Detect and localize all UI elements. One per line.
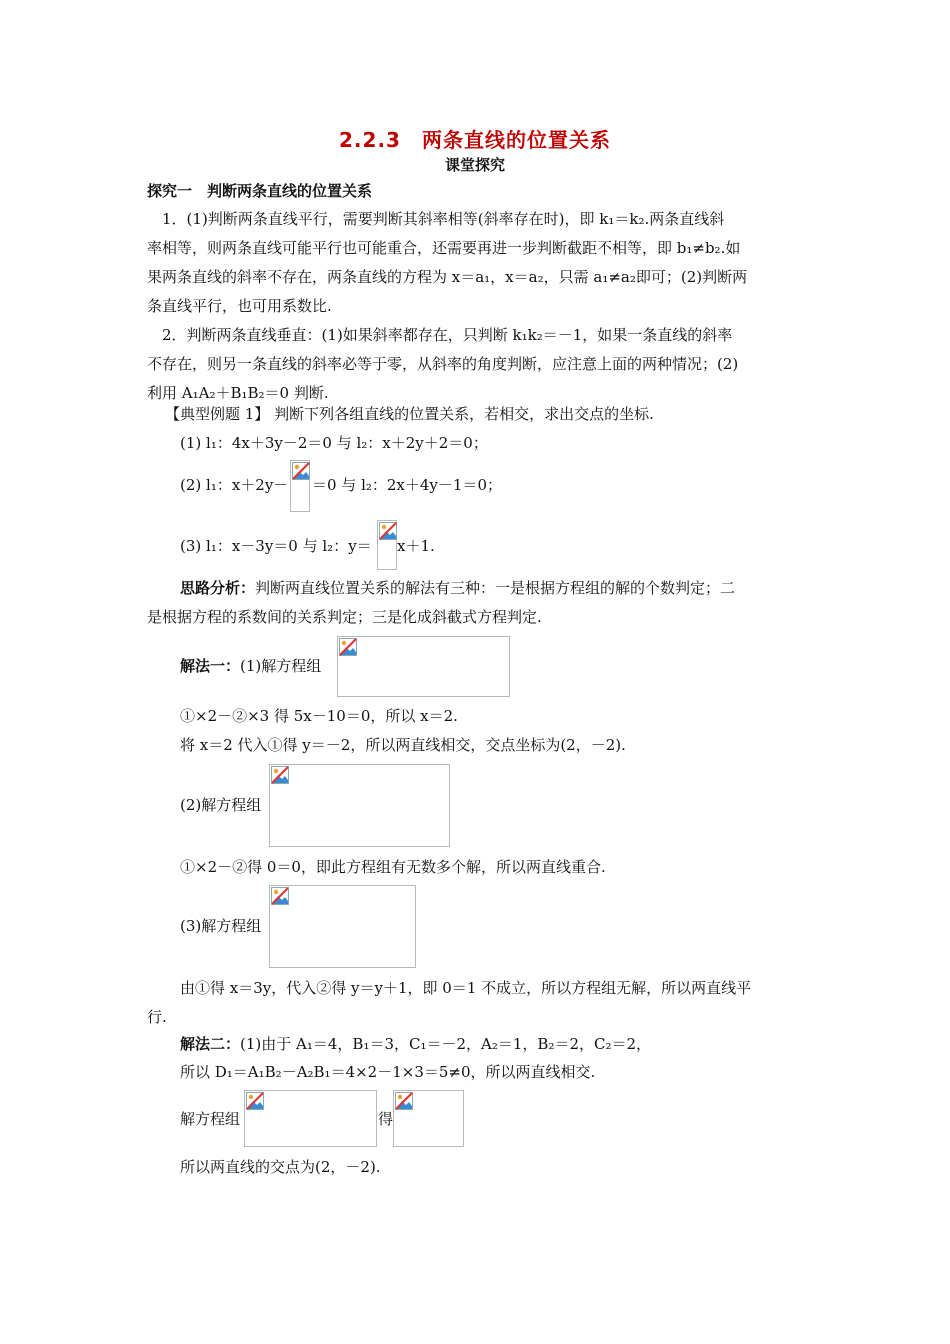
method1-line2: ①×2－②×3 得 5x－10＝0，所以 x＝2.	[180, 707, 458, 725]
para2-line1: 2．判断两条直线垂直：(1)如果斜率都存在，只判断 k₁k₂＝－1，如果一条直线的斜率	[147, 326, 733, 344]
method2-label: 解法二：	[180, 1035, 241, 1053]
para2-line3: 利用 A₁A₂＋B₁B₂＝0 判断.	[147, 384, 329, 402]
example-text: 判断下列各组直线的位置关系，若相交，求出交点的坐标.	[274, 405, 654, 423]
broken-image-icon	[377, 520, 397, 570]
method1-line5: ①×2－②得 0＝0，即此方程组有无数多个解，所以两直线重合.	[180, 858, 606, 876]
broken-image-icon	[290, 460, 310, 512]
example-item-2-part2: ＝0 与 l₂：2x＋4y－1＝0；	[312, 476, 502, 494]
method2-coefficients: (1)由于 A₁＝4，B₁＝3，C₁＝－2，A₂＝1，B₂＝2，C₂＝2，	[240, 1035, 652, 1053]
method2-get-text: 得	[378, 1110, 394, 1128]
method2-line2: 所以 D₁＝A₁B₂－A₂B₁＝4×2－1×3＝5≠0，所以两直线相交.	[180, 1063, 596, 1081]
method1-line8: 行.	[147, 1008, 167, 1026]
method1-system3-text: (3)解方程组	[180, 917, 262, 935]
example-item-2-part1: (2) l₁：x＋2y－	[180, 476, 289, 494]
analysis-line1	[180, 574, 840, 603]
page-title: 2.2.3 两条直线的位置关系	[339, 128, 611, 152]
para2-line2: 不存在，则另一条直线的斜率必等于零，从斜率的角度判断，应注意上面的两种情况；(2)	[147, 355, 739, 373]
equation-system-image	[244, 1090, 377, 1147]
method1-system1-text: (1)解方程组	[240, 657, 322, 675]
example-item-1: (1) l₁：4x＋3y－2＝0 与 l₂：x＋2y＋2＝0；	[180, 434, 488, 452]
page-subtitle: 课堂探究	[444, 156, 505, 174]
method1-label: 解法一：	[180, 657, 241, 675]
method1-system2-text: (2)解方程组	[180, 796, 262, 814]
para1-line1: 1．(1)判断两条直线平行，需要判断其斜率相等(斜率存在时)，即 k₁＝k₂.两条直线斜	[147, 210, 725, 228]
para1-line4: 条直线平行，也可用系数比.	[147, 297, 332, 315]
method1-line1	[180, 652, 840, 681]
equation-system-image	[269, 885, 416, 968]
para1-line2: 率相等，则两条直线可能平行也可能重合，还需要再进一步判断截距不相等，即 b₁≠b₂.如	[147, 239, 741, 257]
solution-image	[393, 1090, 464, 1147]
para1-line3: 果两条直线的斜率不存在，两条直线的方程为 x＝a₁，x＝a₂，只需 a₁≠a₂即可；(2)判断两	[147, 268, 748, 286]
method2-conclusion: 所以两直线的交点为(2，－2).	[180, 1158, 381, 1176]
method1-line7: 由①得 x＝3y，代入②得 y＝y＋1，即 0＝1 不成立，所以方程组无解，所以两直线平	[180, 979, 752, 997]
example-line	[165, 400, 825, 429]
example-item-3-part2: x＋1.	[397, 537, 435, 555]
equation-system-image	[337, 636, 510, 697]
method2-system-text: 解方程组	[180, 1110, 241, 1128]
method2-line1	[180, 1030, 840, 1059]
equation-system-image	[269, 764, 450, 847]
method1-line3: 将 x＝2 代入①得 y＝－2，所以两直线相交，交点坐标为(2，－2).	[180, 736, 626, 754]
section-heading: 探究一 判断两条直线的位置关系	[147, 182, 373, 200]
example-item-3-part1: (3) l₁：x－3y＝0 与 l₂：y＝	[180, 537, 372, 555]
example-label: 【典型例题 1】	[165, 405, 270, 423]
analysis-line2: 是根据方程的系数间的关系判定；三是化成斜截式方程判定.	[147, 608, 542, 626]
analysis-label: 思路分析：	[180, 579, 256, 597]
analysis-text: 判断两直线位置关系的解法有三种：一是根据方程组的解的个数判定；二	[255, 579, 736, 597]
